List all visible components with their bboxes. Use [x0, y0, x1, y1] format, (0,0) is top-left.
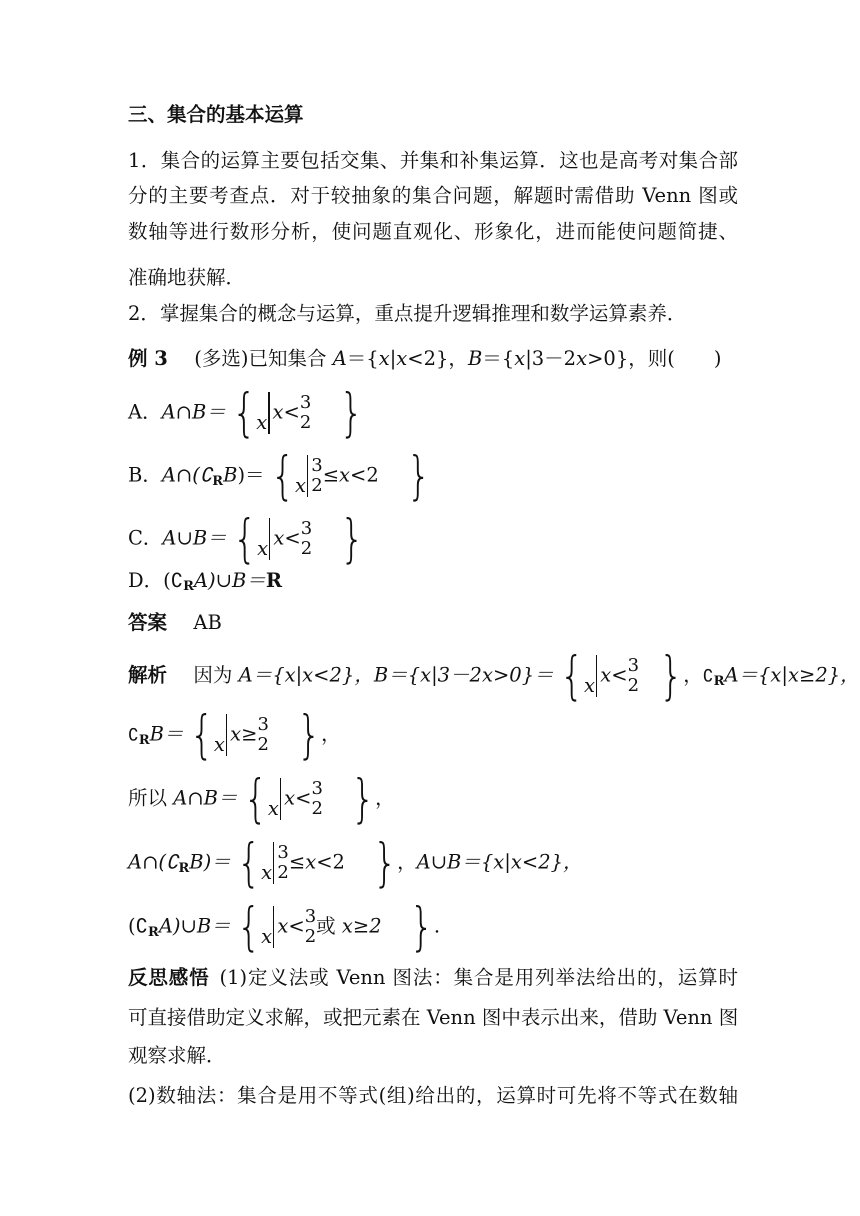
option-b: B．A∩(∁RB)＝ {x 3 2 ≤x<2 }: [128, 446, 431, 506]
option-d: D．(∁RA)∪B＝R: [128, 569, 283, 594]
answer-line: [128, 609, 738, 637]
set-x-lt-3-2-c: {x x< 3 2 }: [232, 509, 365, 569]
analysis-line-3: 所以 A∩B＝ {x x< 3 2 }，: [128, 769, 395, 829]
set-3-2-le-x-lt-2: {x 3 2 ≤x<2 }: [270, 446, 431, 506]
analysis-line-4: A∩(∁RB)＝ {x 3 2 ≤x<2 }，A∪B＝{x|x<2}，: [128, 833, 583, 893]
paragraph-1-line-4: 准确地获解．: [128, 266, 246, 289]
analysis-label: 解析: [128, 663, 168, 687]
analysis-line-2: ∁RB＝ {x x≥ 3 2 }，: [128, 705, 341, 765]
section-title: 三、集合的基本运算: [128, 103, 304, 126]
answer-label: 答案: [128, 611, 168, 634]
set-x-lt-3-2: {x x< 3 2 }: [232, 383, 364, 443]
paragraph-1-line-1: 1．集合的运算主要包括交集、并集和补集运算．这也是高考对集合部: [128, 149, 738, 172]
reflection-line-4: (2)数轴法：集合是用不等式(组)给出的，运算时可先将不等式在数轴: [128, 1084, 739, 1107]
paragraph-1-line-3: 数轴等进行数形分析，使问题直观化、形象化，进而能使问题简捷、: [128, 220, 738, 243]
option-c: C．A∪B＝ {x x< 3 2 }: [128, 509, 365, 569]
paragraph-2: 2．掌握集合的概念与运算，重点提升逻辑推理和数学运算素养．: [128, 302, 687, 325]
analysis-line-5: (∁RA)∪B＝ {x x< 3 2 或 x≥2 }.: [128, 897, 441, 957]
example-label: 例 3: [128, 347, 168, 370]
analysis-line-1: 解析 因为 A＝{x|x<2}，B＝{x|3－2x>0}＝ {x x< 3 2 }，∁RA＝{x|x≥2}，: [128, 646, 860, 706]
option-a: A．A∩B＝ {x x< 3 2 }: [128, 383, 364, 443]
reflection-line-2: 可直接借助定义求解，或把元素在 Venn 图中表示出来，借助 Venn 图: [128, 1006, 739, 1029]
paragraph-1-line-2: 分的主要考查点．对于较抽象的集合问题，解题时需借助 Venn 图或: [128, 184, 738, 207]
reflection-label: 反思感悟: [128, 966, 210, 989]
answer-value: AB: [193, 611, 222, 634]
example-stem: 例 3 (多选)已知集合 A＝{x|x<2}，B＝{x|3－2x>0}，则( ): [128, 347, 722, 370]
reflection-line-1: 反思感悟 (1)定义法或 Venn 图法：集合是用列举法给出的，运算时: [128, 966, 738, 989]
reflection-line-3: 观察求解．: [128, 1044, 226, 1067]
